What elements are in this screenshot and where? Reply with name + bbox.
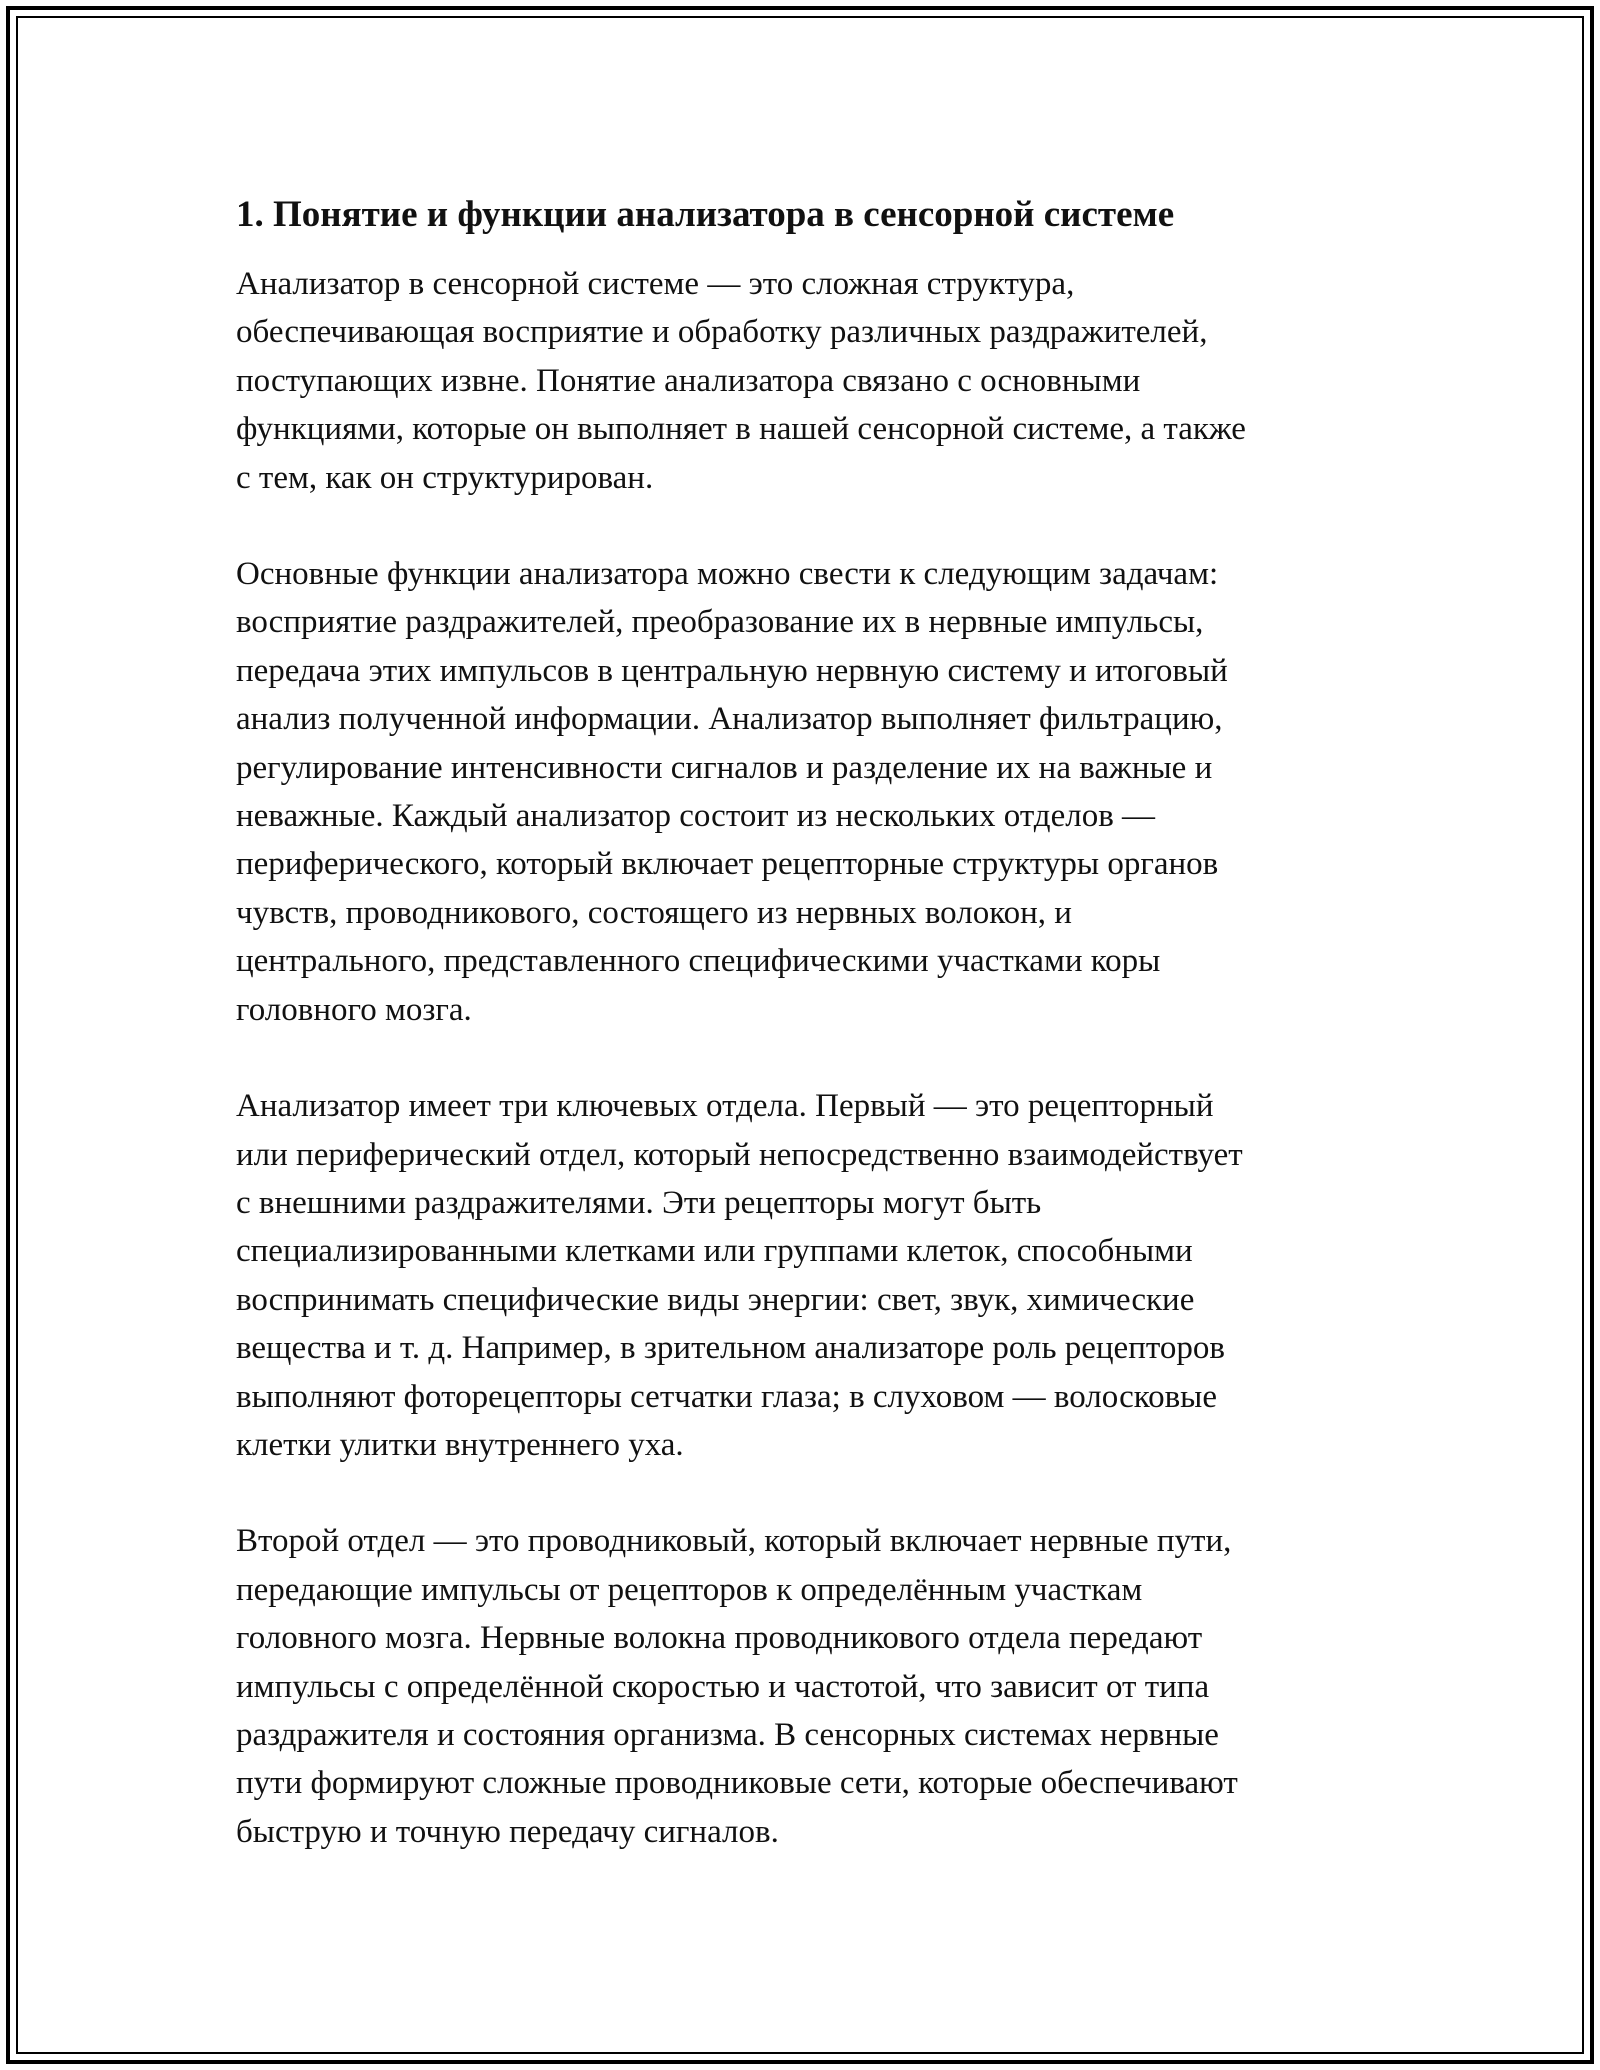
paragraph-receptor-section: Анализатор имеет три ключевых отдела. Первый — это рецепторный или периферический отдел, который непосредственно взаимодействует с внешними раздражителями. Эти рецепторы могут быть специализированными клетками или группами клеток, способными воспринимать специфические виды энергии: свет, звук, химические вещества и т. д. Например, в зрительном анализаторе роль рецепторов выполняют фоторецепторы сетчатки глаза; в слуховом — волосковые клетки улитки внутреннего уха. bbox=[236, 1088, 1243, 1463]
paragraph-conductor-section: Второй отдел — это проводниковый, который включает нервные пути, передающие импульсы от рецепторов к определённым участкам головного мозга. Нервные волокна проводникового отдела передают импульсы с определённой скоростью и частотой, что зависит от типа раздражителя и состояния организма. В сенсорных системах нервные пути формируют сложные проводниковые сети, которые обеспечивают быструю и точную передачу сигналов. bbox=[236, 1523, 1238, 1850]
section-heading: 1. Понятие и функции анализатора в сенсорной системе bbox=[236, 194, 1175, 235]
paragraph-analyzer-functions: Основные функции анализатора можно свести к следующим задачам: восприятие раздражителей, преобразование их в нервные импульсы, передача этих импульсов в центральную нервную систему и итоговый анализ полученной информации. Анализатор выполняет фильтрацию, регулирование интенсивности сигналов и разделение их на важные и неважные. Каждый анализатор состоит из нескольких отделов — периферического, который включает рецепторные структуры органов чувств, проводникового, состоящего из нервных волокон, и центрального, представленного специфическими участками коры головного мозга. bbox=[236, 556, 1228, 1028]
paragraph-analyzer-definition: Анализатор в сенсорной системе — это сложная структура, обеспечивающая восприятие и обработку различных раздражителей, поступающих извне. Понятие анализатора связано с основными функциями, которые он выполняет в нашей сенсорной системе, а также с тем, как он структурирован. bbox=[236, 266, 1246, 496]
document-body bbox=[236, 190, 1386, 1904]
